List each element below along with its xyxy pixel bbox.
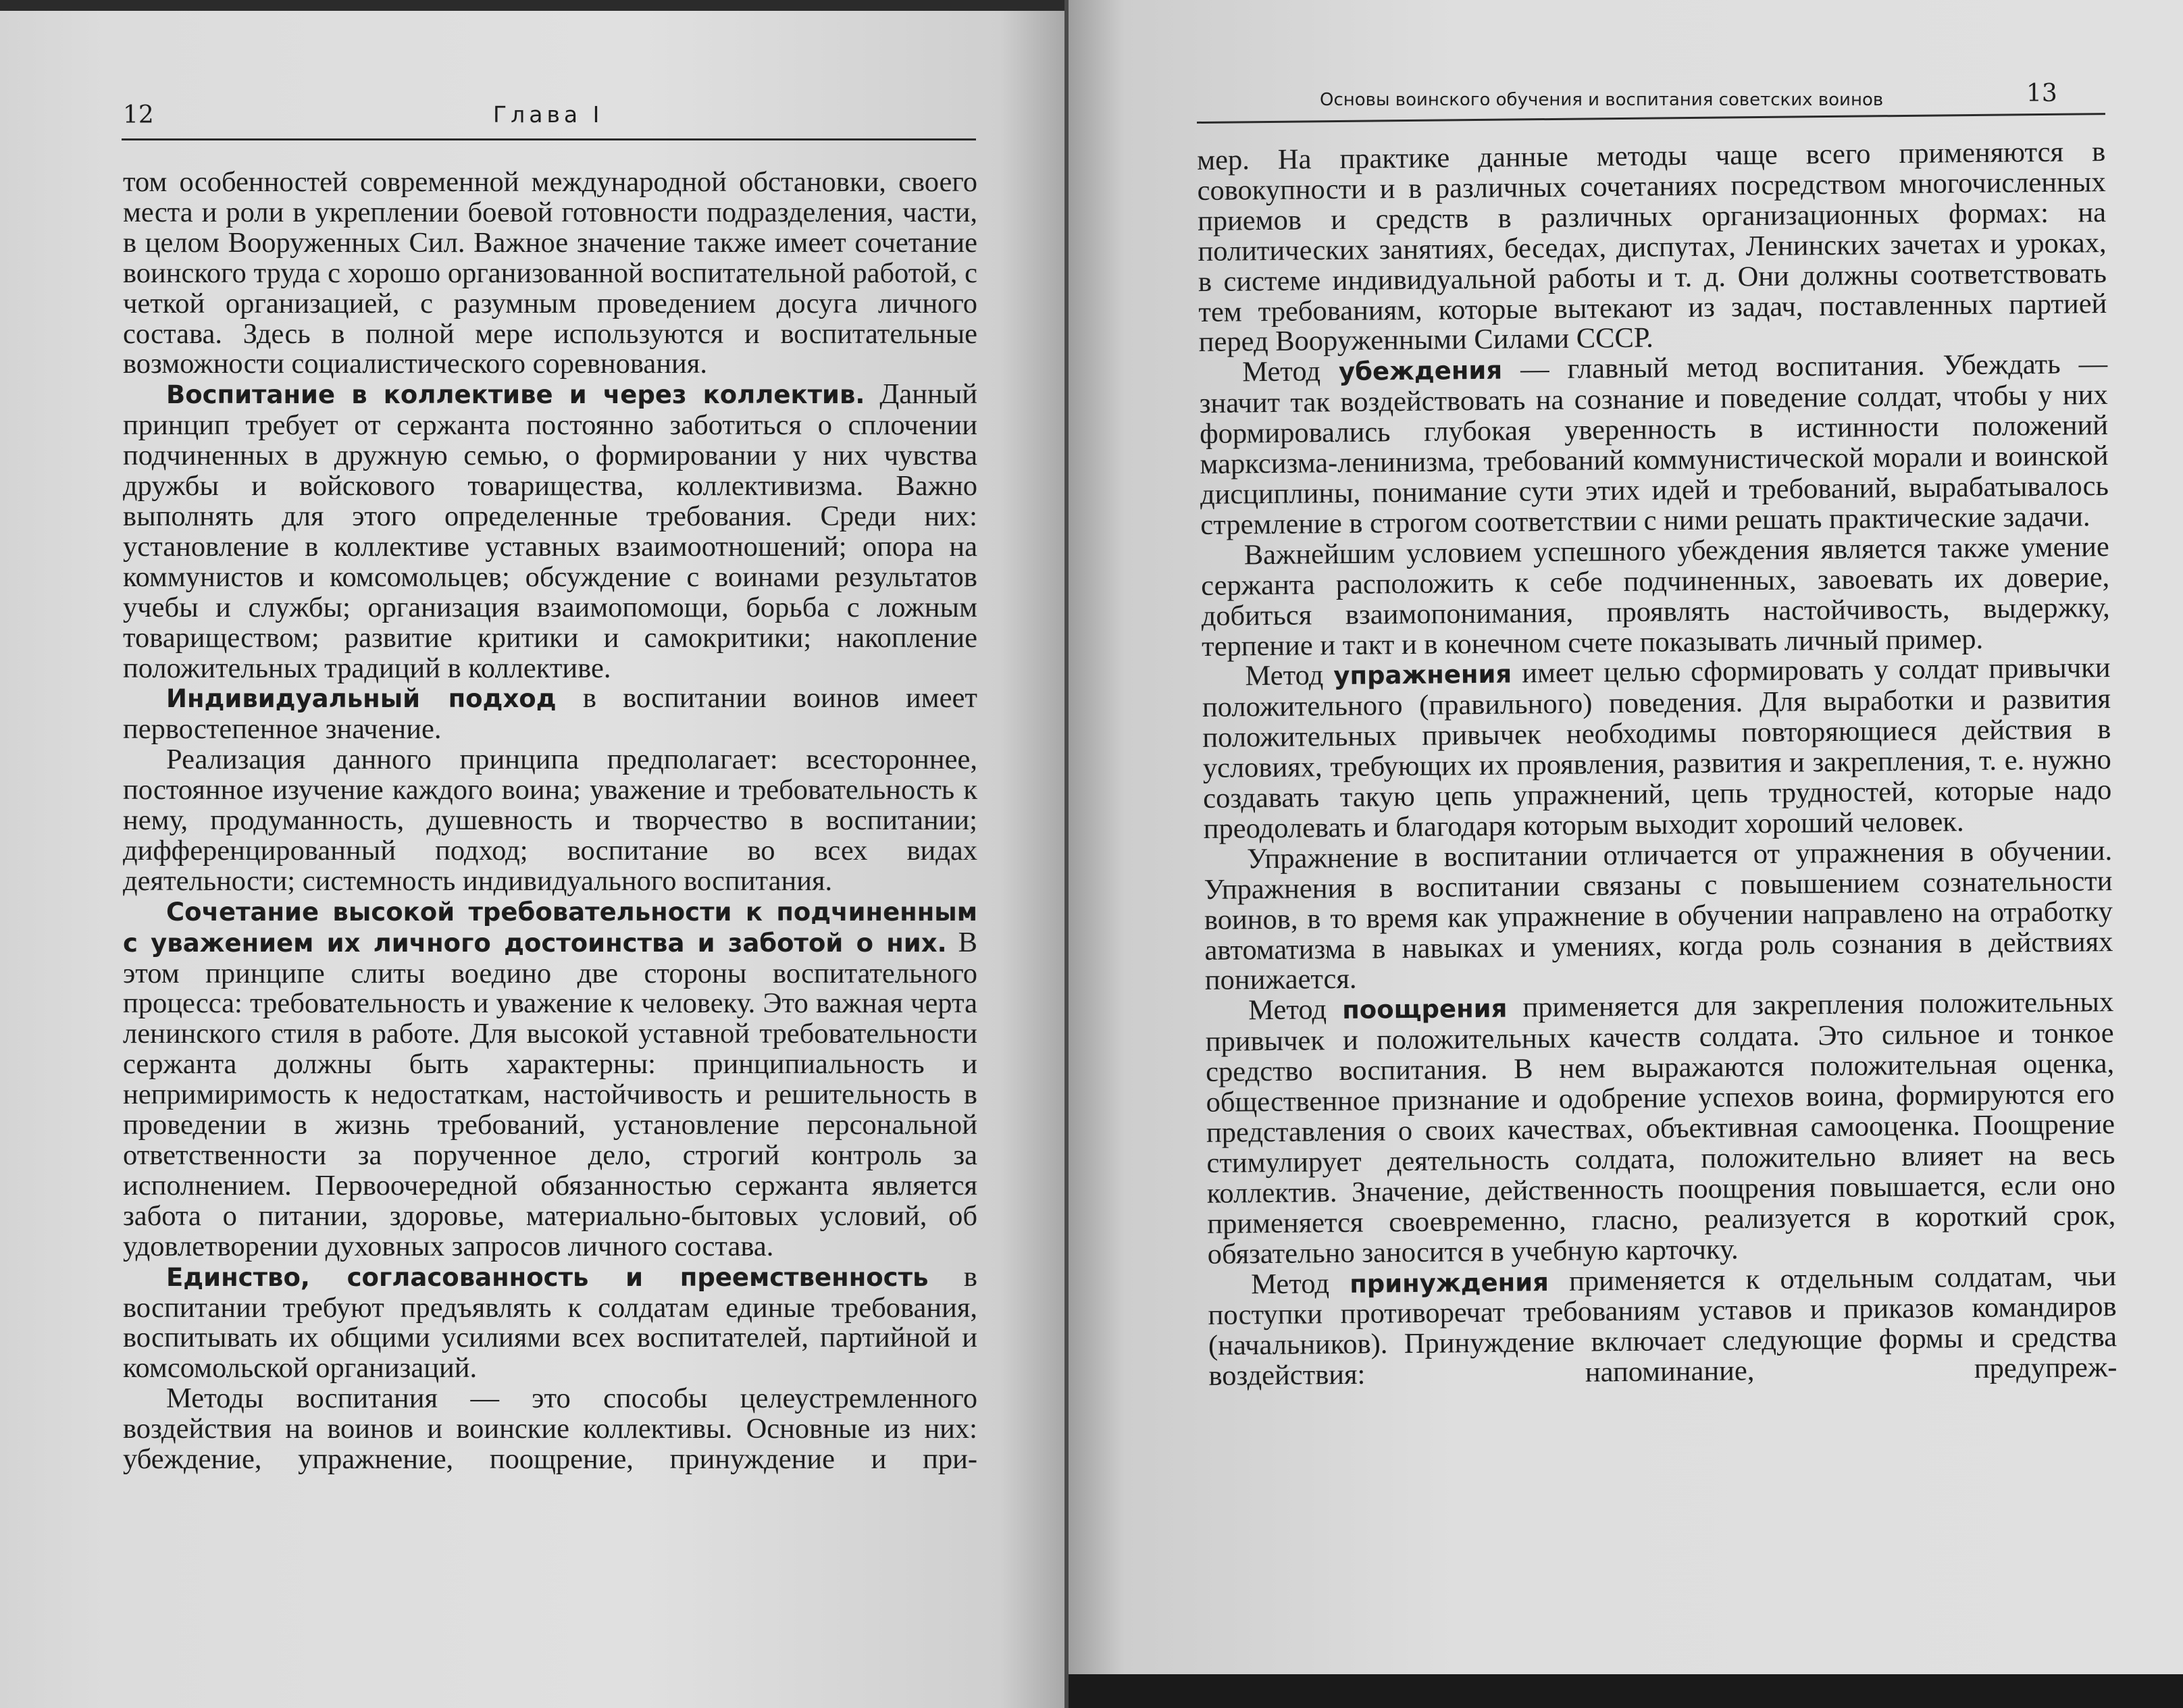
- paragraph: Методы воспитания — это способы целеустремленного воздействия на воинов и воинские коллективы. Основные из них: убеждение, упражнение, поощрение, принуждение и при-: [123, 1382, 977, 1476]
- paragraph-heading: Воспитание в коллективе и через коллектив.: [166, 380, 865, 410]
- scan-edge: [0, 0, 1064, 11]
- paragraph: Реализация данного принципа предполагает: всестороннее, постоянное изучение каждого воина; уважение и требовательность к нему, продуманность, душевность и творчество в воспитании; дифференцированный подход; воспитание во всех видах деятельности; системность индивидуального воспитания.: [123, 744, 977, 897]
- paragraph-heading: Единство, согласованность и преемственность: [166, 1262, 929, 1292]
- paragraph: Упражнение в воспитании отличается от упражнения в обучении. Упражнения в воспитании связаны с повышением сознательности воинов, в то время как упражнение в обучении направлено на отработку автоматизма в навыках и умениях, когда роль сознания в действиях понижается.: [1204, 834, 2113, 997]
- paragraph-heading: Сочетание высокой требовательности к подчиненным с уважением их личного достоинства и заботой о них.: [123, 897, 977, 958]
- running-head-right: Основы воинского обучения и воспитания советских воинов: [1320, 90, 1884, 110]
- right-page: [1069, 0, 2183, 1708]
- paragraph: мер. На практике данные методы чаще всего применяются в совокупности и в различных сочетаниях посредством многочисленных приемов и средств в различных организационных формах: на политических занятиях, беседах, диспутах, Ленинских зачетах и уроках, в системе индивидуальной работы и т. д. Они должны соответствовать тем требованиям, которые вытекают из задач, поставленных партией перед Вооруженными Силами СССР.: [1196, 136, 2107, 359]
- paragraph: Метод принуждения применяется к отдельным солдатам, чьи поступки противоречат требованиям уставов и приказов командиров (начальников). Принуждение включает следующие формы и средства воздействия: напоминание, предупреж-: [1208, 1260, 2117, 1393]
- header-rule-right: [1197, 113, 2105, 124]
- paragraph-heading: принуждения: [1350, 1267, 1549, 1299]
- paragraph-heading: Индивидуальный подход: [166, 684, 557, 714]
- page-number-left: 12: [123, 101, 154, 129]
- page-number-right: 13: [2026, 80, 2057, 107]
- paragraph-heading: упражнения: [1333, 659, 1512, 691]
- header-rule-left: [122, 138, 976, 140]
- paragraph: Воспитание в коллективе и через коллектив. Данный принцип требует от сержанта постоянно заботиться о сплочении подчиненных в дружную семью, о формировании у них чувства дружбы и войскового товарищества, коллективизма. Важно выполнять для этого определенные требования. Среди них: установление в коллективе уставных взаимоотношений; опора на коммунистов и комсомольцев; обсуждение с воинами результатов учебы и службы; организация взаимопомощи, борьба с ложным товариществом; развитие критики и самокритики; накопление положительных традиций в коллективе.: [123, 378, 977, 684]
- running-head-left: Глава I: [493, 101, 604, 128]
- paragraph: Сочетание высокой требовательности к подчиненным с уважением их личного достоинства и заботой о них. В этом принципе слиты воедино две стороны воспитательного процесса: требовательность и уважение к человеку. Это важная черта ленинского стиля в работе. Для высокой уставной требовательности сержанта должны быть характерны: принципиальность и непримиримость к недостаткам, настойчивость и решительность в проведении в жизнь требований, установление персональной ответственности за порученное дело, строгий контроль за исполнением. Первоочередной обязанностью сержанта является забота о питании, здоровье, материально-бытовых условий, об удовлетворении духовных запросов личного состава.: [123, 897, 977, 1262]
- paragraph-heading: поощрения: [1342, 994, 1508, 1025]
- left-page: [0, 0, 1064, 1708]
- paragraph: Важнейшим условием успешного убеждения является также умение сержанта расположить к себе подчиненных, завоевать их доверие, добиться взаимопонимания, проявлять настойчивость, выдержку, терпение и такт и в конечном счете показывать личный пример.: [1201, 530, 2110, 663]
- scan-edge: [1069, 1674, 2183, 1708]
- paragraph: том особенностей современной международной обстановки, своего места и роли в укреплении боевой готовности подразделения, части, в целом Вооруженных Сил. Важное значение также имеет сочетание воинского труда с хорошо организованной воспитательной работой, с четкой организацией, с разумным проведением досуга личного состава. Здесь в полной мере используются и воспитательные возможности социалистического соревнования.: [123, 166, 977, 380]
- paragraph: Индивидуальный подход в воспитании воинов имеет первостепенное значение.: [123, 682, 977, 746]
- paragraph-heading: убеждения: [1338, 356, 1503, 387]
- paragraph: Метод поощрения применяется для закрепления положительных привычек и положительных качеств солдата. Это сильное и тонкое средство воспитания. В нем выражаются положительная оценка, общественное признание и одобрение успехов воина, формируются его представления о своих качествах, объективная самооценка. Поощрение стимулирует деятельность солдата, положительно влияет на весь коллектив. Значение, действенность поощрения повышается, если оно применяется своевременно, гласно, реализуется в короткий срок, обязательно заносится в учебную карточку.: [1205, 986, 2116, 1270]
- paragraph: Единство, согласованность и преемственность в воспитании требуют предъявлять к солдатам единые требования, воспитывать их общими усилиями всех воспитателей, партийной и комсомольской организаций.: [123, 1260, 977, 1384]
- right-page-body: [1197, 137, 2117, 1392]
- paragraph: Метод убеждения — главный метод воспитания. Убеждать — значит так воздействовать на сознание и поведение солдат, чтобы у них формировались глубокая уверенность в истинности положений марксизма-ленинизма, требований коммунистической морали и воинской дисциплины, понимание сути этих идей и требований, вырабатывалось стремление в строгом соответствии с ними решать практические задачи.: [1199, 348, 2109, 541]
- left-page-body: [123, 167, 977, 1475]
- paragraph: Метод упражнения имеет целью сформировать у солдат привычки положительного (правильного) поведения. Для выработки и развития положительных привычек необходимы повторяющиеся действия в условиях, требующих их проявления, развития и закрепления, т. е. нужно создавать такую цепь упражнений, цепь трудностей, которые надо преодолевать и благодаря которым выходит хороший человек.: [1202, 652, 2112, 845]
